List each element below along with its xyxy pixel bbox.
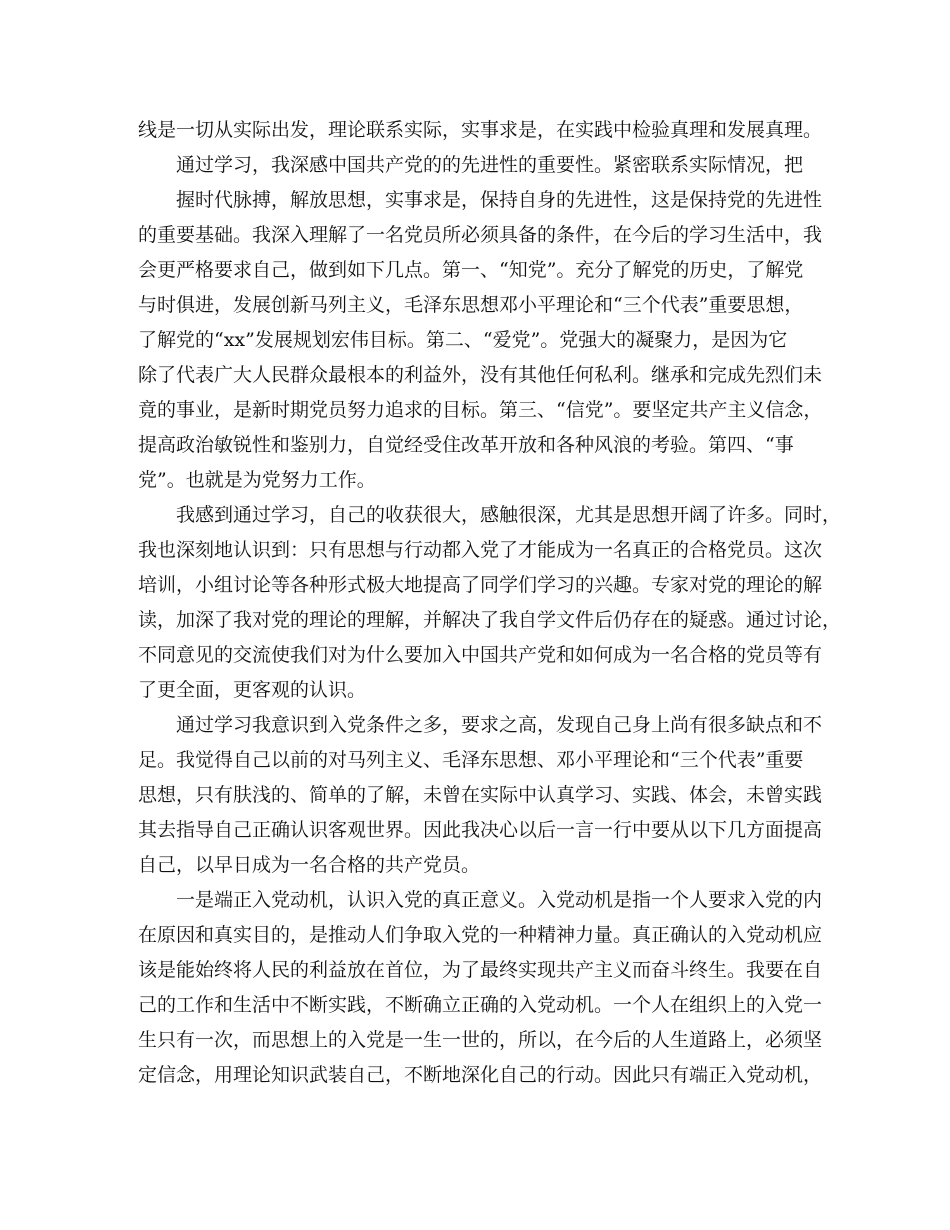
text-line: 其去指导自己正确认识客观世界。因此我决心以后一言一行中要从以下几方面提高 <box>138 819 823 841</box>
text-line: 自己，以早日成为一名合格的共产党员。 <box>138 854 481 876</box>
text-line: 足。我觉得自己以前的对马列主义、毛泽东思想、邓小平理论和“三个代表”重要 <box>138 749 804 771</box>
text-line: 一是端正入党动机，认识入党的真正意义。入党动机是指一个人要求入党的内 <box>176 889 823 911</box>
text-line: 了更全面，更客观的认识。 <box>138 679 367 701</box>
text-line: 该是能始终将人民的利益放在首位，为了最终实现共产主义而奋斗终生。我要在自 <box>138 959 823 981</box>
text-line: 通过学习，我深感中国共产党的的先进性的重要性。紧密联系实际情况，把 <box>176 154 804 176</box>
text-line: 在原因和真实目的，是推动人们争取入党的一种精神力量。真正确认的入党动机应 <box>138 924 823 946</box>
text-line: 党”。也就是为党努力工作。 <box>138 469 376 491</box>
text-line: 通过学习我意识到入党条件之多，要求之高，发现自己身上尚有很多缺点和不 <box>176 714 823 736</box>
text-line: 读，加深了我对党的理论的理解，并解决了我自学文件后仍存在的疑惑。通过讨论， <box>138 609 842 631</box>
text-line: 除了代表广大人民群众最根本的利益外，没有其他任何私利。继承和完成先烈们未 <box>138 364 823 386</box>
text-line: 的重要基础。我深入理解了一名党员所必须具备的条件，在今后的学习生活中，我 <box>138 224 823 246</box>
text-line: 己的工作和生活中不断实践，不断确立正确的入党动机。一个人在组织上的入党一 <box>138 994 823 1016</box>
text-line: 线是一切从实际出发，理论联系实际，实事求是，在实践中检验真理和发展真理。 <box>138 119 823 141</box>
text-line: 定信念，用理论知识武装自己，不断地深化自己的行动。因此只有端正入党动机， <box>138 1064 823 1086</box>
text-line: 我也深刻地认识到：只有思想与行动都入党了才能成为一名真正的合格党员。这次 <box>138 539 823 561</box>
text-line: 与时俱进，发展创新马列主义，毛泽东思想邓小平理论和“三个代表”重要思想， <box>138 294 804 316</box>
text-line: 培训，小组讨论等各种形式极大地提高了同学们学习的兴趣。专家对党的理论的解 <box>138 574 823 596</box>
text-line: 竟的事业，是新时期党员努力追求的目标。第三、“信党”。要坚定共产主义信念， <box>138 399 823 421</box>
text-line: 握时代脉搏，解放思想，实事求是，保持自身的先进性，这是保持党的先进性 <box>176 189 823 211</box>
text-line: 了解党的“xx”发展规划宏伟目标。第二、“爱党”。党强大的凝聚力，是因为它 <box>138 329 788 351</box>
text-line: 提高政治敏锐性和鉴别力，自觉经受住改革开放和各种风浪的考验。第四、“事 <box>138 434 794 456</box>
text-line: 会更严格要求自己，做到如下几点。第一、“知党”。充分了解党的历史，了解党 <box>138 259 804 281</box>
text-line: 我感到通过学习，自己的收获很大，感触很深，尤其是思想开阔了许多。同时， <box>176 504 842 526</box>
text-line: 思想，只有肤浅的、简单的了解，未曾在实际中认真学习、实践、体会，未曾实践 <box>138 784 823 806</box>
text-line: 不同意见的交流使我们对为什么要加入中国共产党和如何成为一名合格的党员等有 <box>138 644 823 666</box>
text-line: 生只有一次，而思想上的入党是一生一世的，所以，在今后的人生道路上，必须坚 <box>138 1029 823 1051</box>
